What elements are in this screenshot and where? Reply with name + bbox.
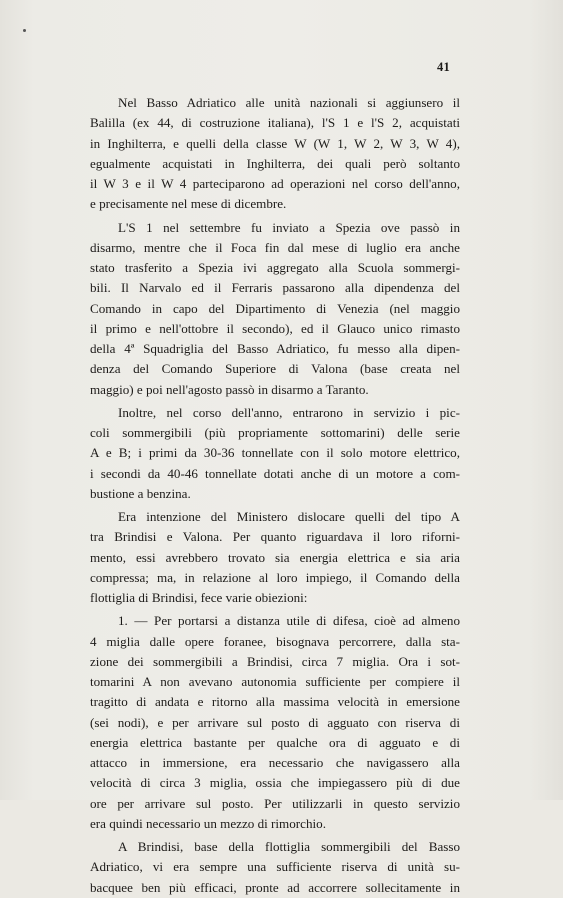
text-line: A e B; i primi da 30-36 tonnellate con il solo motore elettrico, (90, 445, 460, 461)
text-line: Inoltre, nel corso dell'anno, entrarono in servizio i pic- (118, 404, 460, 420)
text-line: in Inghilterra, e quelli della classe W (W 1, W 2, W 3, W 4), (90, 135, 460, 151)
text-line: compressa; ma, in relazione al loro impiego, il Comando della (90, 569, 460, 585)
text-line: il W 3 e il W 4 parteciparono ad operazioni nel corso dell'anno, (90, 176, 460, 191)
text-line: bacquee ben più efficaci, pronte ad accorrere sollecitamente in (90, 879, 460, 895)
text-line: L'S 1 nel settembre fu inviato a Spezia ove passò in (118, 219, 460, 235)
text-line: Nel Basso Adriatico alle unità nazionali si aggiunsero il (118, 95, 460, 110)
text-line: tomarini A non avevano autonomia sufficiente per compiere il (90, 674, 460, 689)
text-line: stato trasferito a Spezia ivi aggregato alla Scuola sommergi- (90, 260, 460, 275)
text-line: attacco in immersione, era necessario che navigassero alla (90, 755, 460, 770)
text-line: A Brindisi, base della flottiglia sommergibili del Basso (118, 839, 460, 854)
text-line: della 4ª Squadriglia del Basso Adriatico, fu messo alla dipen- (90, 341, 460, 356)
text-line: bili. Il Narvalo ed il Ferraris passarono alla dipendenza del (90, 280, 460, 296)
text-line: e precisamente nel mese di dicembre. (90, 196, 287, 212)
text-line: tra Brindisi e Valona. Per quanto riguardava il loro riforni- (90, 529, 460, 545)
text-line: era quindi necessario un mezzo di rimorchio. (90, 815, 326, 831)
text-line: mento, essi avrebbero trovato sia energia elettrica e sia aria (90, 549, 460, 565)
text-line: Balilla (ex 44, di costruzione italiana), l'S 1 e l'S 2, acquistati (90, 115, 460, 131)
text-line: denza del Comando Superiore di Valona (base creata nel (90, 361, 460, 377)
text-line: energia elettrica bastante per qualche ora di agguato e di (90, 734, 460, 750)
text-line: Adriatico, vi era sempre una sufficiente riserva di unità su- (90, 859, 460, 875)
text-line: i secondi da 40-46 tonnellate dotati anche di un motore a com- (90, 465, 460, 481)
text-line: zione dei sommergibili a Brindisi, circa 7 miglia. Ora i sot- (90, 653, 460, 669)
text-line: tragitto di andata e ritorno alla massima velocità in emersione (90, 694, 460, 710)
page-number: 41 (437, 60, 451, 74)
text-line: coli sommergibili (più propriamente sottomarini) delle serie (90, 425, 460, 440)
text-line: 1. — Per portarsi a distanza utile di difesa, cioè ad almeno (118, 613, 460, 629)
body-text (90, 93, 460, 898)
text-line: (sei nodi), e per arrivare sul posto di agguato con riserva di (90, 714, 460, 730)
text-line: 4 miglia dalle opere foranee, bisognava percorrere, dalla sta- (90, 633, 460, 649)
text-line: egualmente acquistati in Inghilterra, dei quali però soltanto (90, 155, 460, 171)
text-line: maggio) e poi nell'agosto passò in disarmo a Taranto. (90, 381, 369, 397)
text-line: Era intenzione del Ministero dislocare quelli del tipo A (118, 509, 460, 524)
text-line: Comando in capo del Dipartimento di Venezia (nel maggio (90, 300, 460, 316)
text-line: flottiglia di Brindisi, fece varie obiezioni: (90, 590, 308, 605)
text-line: il primo e nell'ottobre il secondo), ed il Glauco unico rimasto (90, 320, 460, 336)
text-line: velocità di circa 3 miglia, ossia che impiegassero più di due (90, 775, 460, 791)
margin-dot (23, 29, 26, 32)
text-line: ore per arrivare sul posto. Per utilizzarli in questo servizio (90, 795, 460, 811)
text-line: disarmo, mentre che il Foca fin dal mese di luglio era anche (90, 239, 460, 255)
text-line: bustione a benzina. (90, 485, 191, 501)
